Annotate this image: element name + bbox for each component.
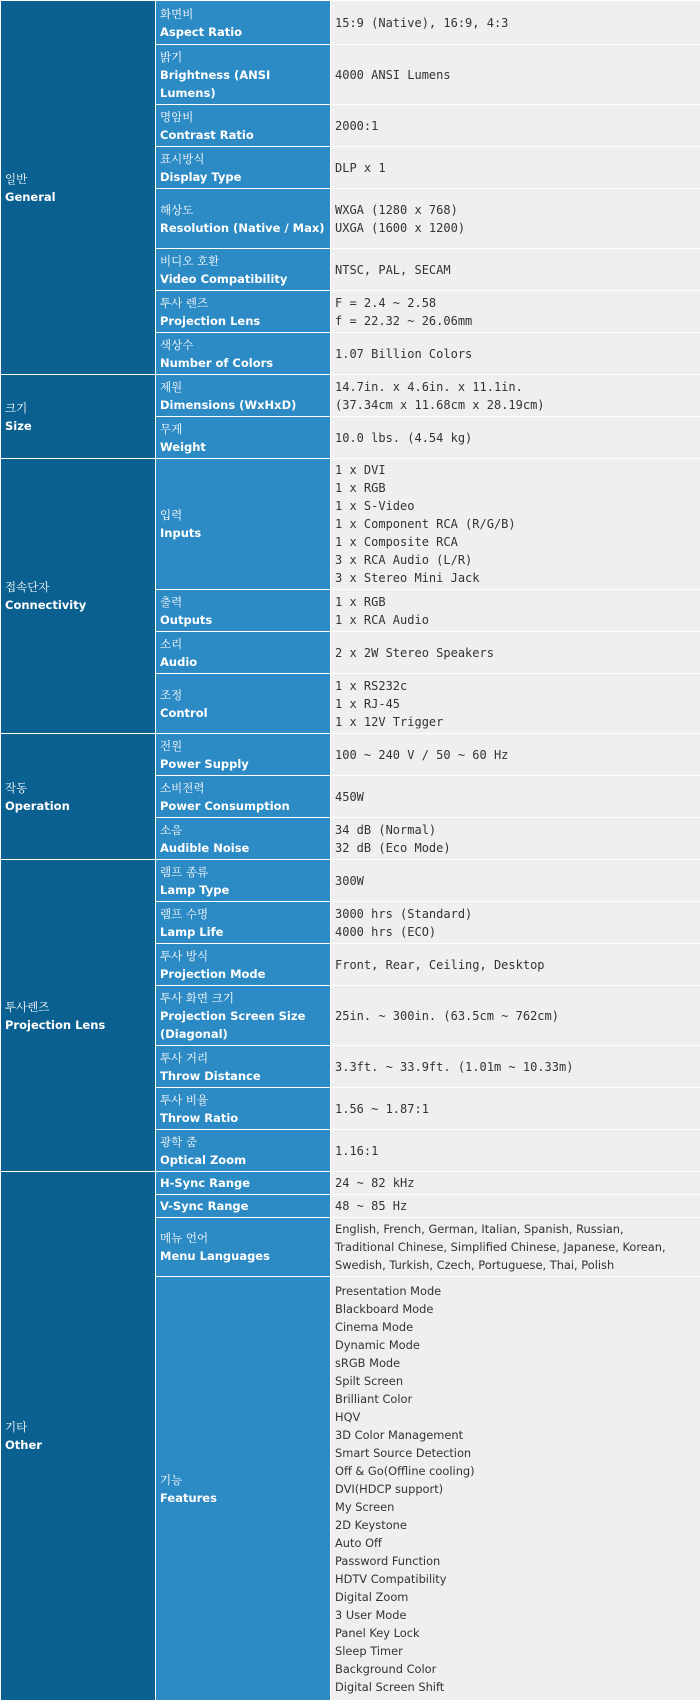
spec-label-english: Contrast Ratio [160,126,326,144]
spec-value [331,674,700,734]
spec-value-line: 1 x RGB [335,593,696,611]
spec-label-english: Audio [160,653,326,671]
spec-value-line: 1 x RS232c [335,677,696,695]
spec-label [156,291,331,333]
group-header [1,375,156,459]
spec-value-line: Background Color [335,1660,696,1678]
spec-value-line: Spilt Screen [335,1372,696,1390]
spec-value-line: Panel Key Lock [335,1624,696,1642]
group-title-korean: 작동 [5,779,151,797]
spec-label-korean: 광학 줌 [160,1133,326,1151]
spec-value [331,860,700,902]
spec-value-line: f = 22.32 ~ 26.06mm [335,312,696,330]
spec-value-line: 1 x DVI [335,461,696,479]
spec-label [156,1277,331,1701]
spec-row [1,459,700,590]
spec-label [156,674,331,734]
spec-value [331,147,700,189]
spec-value-line: 1 x Composite RCA [335,533,696,551]
group-title-english: Projection Lens [5,1016,151,1034]
spec-label-korean: 입력 [160,506,326,524]
spec-label-korean: 메뉴 언어 [160,1229,326,1247]
spec-value-line: 3.3ft. ~ 33.9ft. (1.01m ~ 10.33m) [335,1058,696,1076]
spec-label-english: Lamp Life [160,923,326,941]
spec-label-korean: 투사 방식 [160,947,326,965]
spec-label-korean: 제원 [160,378,326,396]
spec-value-line: 1 x RJ-45 [335,695,696,713]
group-title-korean: 투사렌즈 [5,998,151,1016]
spec-value-line: 450W [335,788,696,806]
spec-label-english: Video Compatibility [160,270,326,288]
spec-label [156,1172,331,1195]
spec-label [156,333,331,375]
spec-value-line: 100 ~ 240 V / 50 ~ 60 Hz [335,746,696,764]
spec-value-line: Front, Rear, Ceiling, Desktop [335,956,696,974]
group-header [1,1,156,375]
spec-label-korean: 소음 [160,821,326,839]
spec-value-line: 1 x RCA Audio [335,611,696,629]
spec-value-line: 10.0 lbs. (4.54 kg) [335,429,696,447]
spec-value-line: 2 x 2W Stereo Speakers [335,644,696,662]
spec-label-english: Throw Distance [160,1067,326,1085]
spec-value-line: sRGB Mode [335,1354,696,1372]
spec-value-line: 24 ~ 82 kHz [335,1174,696,1192]
spec-label [156,1,331,45]
spec-value-line: F = 2.4 ~ 2.58 [335,294,696,312]
spec-label [156,375,331,417]
spec-label [156,1130,331,1172]
spec-value [331,590,700,632]
spec-label-korean: 색상수 [160,336,326,354]
spec-label [156,459,331,590]
spec-label-korean: 소리 [160,635,326,653]
group-title-korean: 접속단자 [5,578,151,596]
spec-value-line: English, French, German, Italian, Spanish, Russian, [335,1220,696,1238]
spec-label [156,1218,331,1277]
spec-value-line: NTSC, PAL, SECAM [335,261,696,279]
spec-label-english: Inputs [160,524,326,542]
spec-row [1,1172,700,1195]
spec-label-korean: 밝기 [160,48,326,66]
spec-label [156,417,331,459]
spec-label-english: Features [160,1489,326,1507]
spec-label-korean: 조정 [160,686,326,704]
spec-value-line: Password Function [335,1552,696,1570]
spec-value-line: Sleep Timer [335,1642,696,1660]
spec-value [331,333,700,375]
spec-value-line: Dynamic Mode [335,1336,696,1354]
spec-value-line: Blackboard Mode [335,1300,696,1318]
spec-label-korean: 무게 [160,420,326,438]
spec-value-line: (37.34cm x 11.68cm x 28.19cm) [335,396,696,414]
spec-label-english: Display Type [160,168,326,186]
spec-label-english: Throw Ratio [160,1109,326,1127]
spec-value-line: 2000:1 [335,117,696,135]
spec-value-line: HDTV Compatibility [335,1570,696,1588]
group-title-korean: 기타 [5,1418,151,1436]
spec-label-english: Audible Noise [160,839,326,857]
spec-value [331,1277,700,1701]
spec-value [331,189,700,249]
group-title-english: Other [5,1436,151,1454]
spec-value-line: 15:9 (Native), 16:9, 4:3 [335,14,696,32]
spec-label [156,632,331,674]
spec-label-korean: 전원 [160,737,326,755]
spec-label [156,249,331,291]
spec-label-korean: 투사 렌즈 [160,294,326,312]
spec-label-english: Number of Colors [160,354,326,372]
spec-label-korean: 투사 화면 크기 [160,989,326,1007]
group-title-english: Connectivity [5,596,151,614]
spec-value-line: UXGA (1600 x 1200) [335,219,696,237]
spec-value [331,417,700,459]
spec-value-line: 2D Keystone [335,1516,696,1534]
spec-value [331,1218,700,1277]
spec-label-english: Control [160,704,326,722]
spec-value [331,1172,700,1195]
spec-value-line: 1.07 Billion Colors [335,345,696,363]
spec-label-english: Dimensions (WxHxD) [160,396,326,414]
spec-label-korean: 투사 거리 [160,1049,326,1067]
spec-value [331,249,700,291]
spec-row [1,734,700,776]
spec-value-line: My Screen [335,1498,696,1516]
spec-label [156,944,331,986]
spec-label [156,1195,331,1218]
group-title-english: Size [5,417,151,435]
spec-value [331,1130,700,1172]
spec-value [331,459,700,590]
spec-label-english: Projection Lens [160,312,326,330]
spec-label-english: Lamp Type [160,881,326,899]
spec-label [156,818,331,860]
spec-value-line: Auto Off [335,1534,696,1552]
spec-value-line: DVI(HDCP support) [335,1480,696,1498]
spec-value [331,986,700,1046]
spec-label-korean: 명암비 [160,108,326,126]
spec-label [156,1088,331,1130]
spec-value-line: 1 x 12V Trigger [335,713,696,731]
spec-value-line: Swedish, Turkish, Czech, Portuguese, Thai, Polish [335,1256,696,1274]
spec-label [156,189,331,249]
spec-value-line: Digital Screen Shift [335,1678,696,1696]
spec-label [156,776,331,818]
spec-label-english: Projection Mode [160,965,326,983]
spec-label-korean: 램프 종류 [160,863,326,881]
spec-value [331,734,700,776]
spec-value [331,1046,700,1088]
spec-value-line: 1 x RGB [335,479,696,497]
spec-value-line: 14.7in. x 4.6in. x 11.1in. [335,378,696,396]
spec-label-english: Brightness (ANSI Lumens) [160,66,326,102]
group-header [1,1172,156,1701]
spec-value [331,1,700,45]
spec-value-line: WXGA (1280 x 768) [335,201,696,219]
spec-value-line: 300W [335,872,696,890]
spec-label-english: Weight [160,438,326,456]
spec-label-korean: 비디오 호환 [160,252,326,270]
spec-value [331,902,700,944]
spec-label-english: V-Sync Range [160,1197,326,1215]
group-title-korean: 크기 [5,399,151,417]
spec-label-korean: 표시방식 [160,150,326,168]
spec-value-line: 48 ~ 85 Hz [335,1197,696,1215]
spec-label-korean: 해상도 [160,201,326,219]
spec-value [331,944,700,986]
spec-value-line: 1.16:1 [335,1142,696,1160]
spec-label-english: Projection Screen Size (Diagonal) [160,1007,326,1043]
spec-label-english: Optical Zoom [160,1151,326,1169]
spec-label-korean: 출력 [160,593,326,611]
spec-label-korean: 기능 [160,1471,326,1489]
group-header [1,459,156,734]
spec-value-line: 3 User Mode [335,1606,696,1624]
spec-value-line: HQV [335,1408,696,1426]
spec-label [156,1046,331,1088]
spec-value-line: 1.56 ~ 1.87:1 [335,1100,696,1118]
spec-label [156,105,331,147]
spec-value-line: Traditional Chinese, Simplified Chinese, Japanese, Korean, [335,1238,696,1256]
spec-value-line: 25in. ~ 300in. (63.5cm ~ 762cm) [335,1007,696,1025]
group-header [1,734,156,860]
spec-label [156,147,331,189]
spec-label [156,734,331,776]
spec-label-english: Resolution (Native / Max) [160,219,326,237]
spec-value [331,105,700,147]
spec-value [331,818,700,860]
spec-label [156,590,331,632]
spec-label [156,860,331,902]
spec-label-korean: 화면비 [160,5,326,23]
spec-value-line: Presentation Mode [335,1282,696,1300]
spec-label [156,902,331,944]
spec-label [156,45,331,105]
spec-label [156,986,331,1046]
spec-label-english: H-Sync Range [160,1174,326,1192]
spec-label-english: Aspect Ratio [160,23,326,41]
spec-value-line: Cinema Mode [335,1318,696,1336]
spec-value-line: 34 dB (Normal) [335,821,696,839]
spec-value [331,375,700,417]
spec-value-line: Digital Zoom [335,1588,696,1606]
spec-value-line: 1 x S-Video [335,497,696,515]
spec-value-line: 4000 ANSI Lumens [335,66,696,84]
group-title-english: General [5,188,151,206]
group-title-english: Operation [5,797,151,815]
spec-label-english: Outputs [160,611,326,629]
group-title-korean: 일반 [5,170,151,188]
spec-label-korean: 램프 수명 [160,905,326,923]
spec-value [331,1195,700,1218]
spec-value-line: 3 x Stereo Mini Jack [335,569,696,587]
spec-label-english: Power Supply [160,755,326,773]
spec-value-line: 3 x RCA Audio (L/R) [335,551,696,569]
spec-value-line: Smart Source Detection [335,1444,696,1462]
spec-value [331,1088,700,1130]
spec-value-line: Off & Go(Offline cooling) [335,1462,696,1480]
spec-table-body [1,1,700,1701]
spec-value-line: 3000 hrs (Standard) [335,905,696,923]
spec-value-line: 1 x Component RCA (R/G/B) [335,515,696,533]
spec-value-line: Brilliant Color [335,1390,696,1408]
spec-value [331,632,700,674]
spec-value-line: 32 dB (Eco Mode) [335,839,696,857]
spec-value [331,291,700,333]
spec-value-line: 3D Color Management [335,1426,696,1444]
spec-row [1,1,700,45]
spec-row [1,375,700,417]
spec-label-korean: 투사 비율 [160,1091,326,1109]
spec-label-english: Menu Languages [160,1247,326,1265]
spec-value [331,45,700,105]
spec-label-korean: 소비전력 [160,779,326,797]
spec-value-line: 4000 hrs (ECO) [335,923,696,941]
spec-value-line: DLP x 1 [335,159,696,177]
group-header [1,860,156,1172]
spec-value [331,776,700,818]
spec-label-english: Power Consumption [160,797,326,815]
spec-row [1,860,700,902]
